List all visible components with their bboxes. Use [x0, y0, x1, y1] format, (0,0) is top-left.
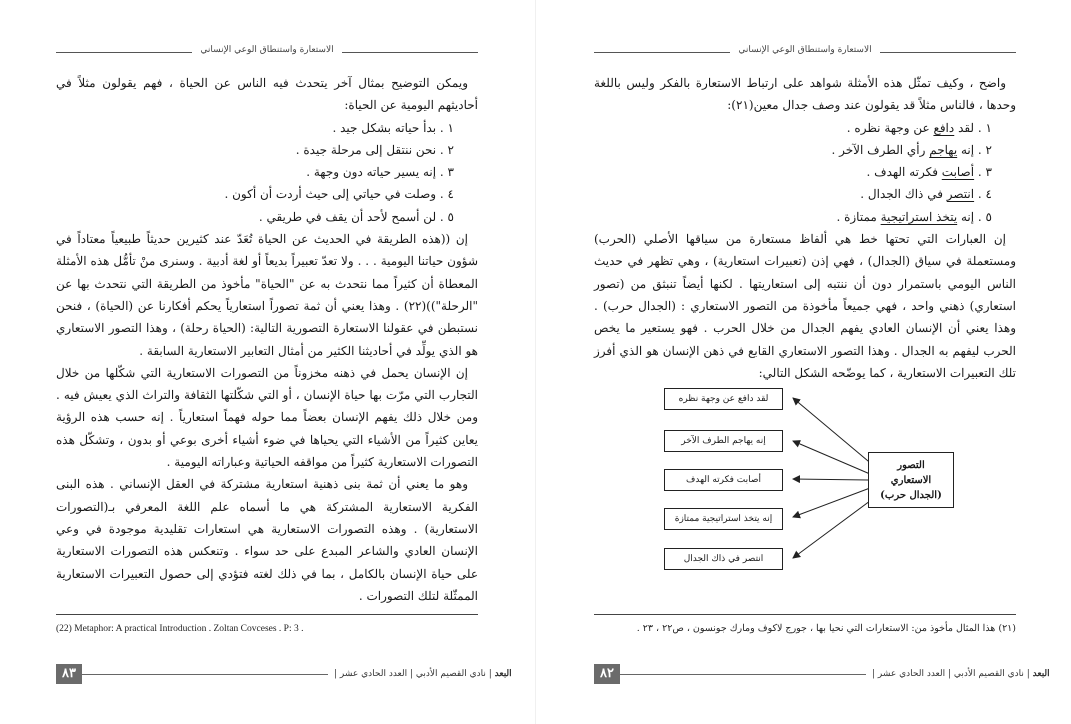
- arrow: [793, 398, 874, 466]
- diagram-center-concept: [868, 452, 954, 508]
- body-paragraph: إن الإنسان يحمل في ذهنه مخزوناً من التصورات الاستعارية التي شكّلها من خلال التجارب التي مرّت بها حياة الإنسان ، أو التي شكّلتها الثقافة والتراث الذي يعيش فيه . ومن خلال ذلك يفهم الإنسان بعضاً مما حوله فهماً استعارياً . إنه حسب هذه الرؤية يعاين كثيراً من الأشياء التي يحياها في ضوء أشياء أخرى بوعي أو بدون ، وتشكّل هذه التصورات الاستعارية كثيراً من مواقفه الحياتية وعباراته اليومية .: [56, 365, 478, 470]
- body-paragraph: وهو ما يعني أن ثمة بنى ذهنية استعارية مشتركة في العقل الإنساني . هذه البنى الفكرية الاستعارية المشتركة هي ما أسماه علم اللغة المعرفي بـ(التصورات الاستعارية) . وهذه التصورات الاستعارية هي استعارات تقليدية موجودة في وعي الإنسان العادي والشاعر المبدع على حد سواء . وتنعكس هذه التصورات الاستعارية على حياة الإنسان بالكامل ، بما في ذلك لغته فتؤدي إلى حصول التعبيرات الاستعارية الممثّلة لتلك التصورات .: [56, 477, 478, 603]
- running-head-left: [56, 38, 478, 53]
- issue-text: | نادي القصيم الأدبي | العدد الحادي عشر |: [334, 669, 495, 679]
- body-paragraph: إن العبارات التي تحتها خط هي ألفاظ مستعارة من سياقها الأصلي (الحرب) ومستعملة في سياق (الجدال) ، فهي إذن (تعبيرات استعارية) ، وهي تظهر في حديث الناس اليومي باستمرار دون أن ننتبه إلى استعاريتها . لكنها أيضاً تنبثق من (تصور استعاري) ذهني واحد ، فهي جميعاً مأخوذة من التصور الاستعاري : (الجدال حرب) . وهذا يعني أن الإنسان العادي يفهم الجدال من خلال الحرب . فهو يستعير ما يخص الحرب ليفهم به الجدال . وهذا التصور الاستعاري القابع في ذهن الإنسان هو الذي أفرز تلك التعبيرات الاستعارية ، كما يوضّحه الشكل التالي:: [594, 232, 1016, 380]
- issue-text: | نادي القصيم الأدبي | العدد الحادي عشر |: [872, 669, 1033, 679]
- list-item: ٥ . إنه يتخذ استراتيجية ممتازة .: [836, 209, 992, 224]
- running-head-text: الاستعارة واستنطاق الوعي الإنساني: [730, 45, 879, 55]
- arrow: [793, 441, 870, 474]
- list-item: ٢ . إنه يهاجم رأي الطرف الآخر .: [831, 142, 992, 157]
- list-item: ١ . لقد دافع عن وجهة نظره .: [846, 120, 992, 135]
- concept-line: التصور: [897, 459, 925, 471]
- life-examples-list: [56, 117, 478, 228]
- left-body: [56, 72, 478, 607]
- issue-label: [328, 664, 518, 684]
- list-item: ٤ . وصلت في حياتي إلى حيث أردت أن أكون .: [224, 187, 454, 202]
- page-number: ٨٢: [594, 664, 620, 684]
- diagram-box: انتصر في ذاك الجدال: [664, 548, 783, 570]
- underlined-phrase: انتصر: [946, 187, 975, 202]
- list-item: ٤ . انتصر في ذاك الجدال .: [860, 187, 992, 202]
- page-number: ٨٣: [56, 664, 82, 684]
- concept-line: الاستعاري: [890, 474, 932, 486]
- underlined-phrase: يهاجم: [929, 142, 958, 157]
- diagram-box: أصابت فكرته الهدف: [664, 469, 783, 491]
- list-item: ٥ . لن أسمح لأحد أن يقف في طريقي .: [258, 209, 454, 224]
- arrow: [793, 498, 874, 558]
- list-item: ٣ . أصابت فكرته الهدف .: [866, 165, 992, 180]
- metaphor-diagram: [660, 382, 960, 578]
- magazine-name: البعد: [494, 669, 512, 679]
- running-head-right: [594, 38, 1016, 53]
- right-body: [594, 72, 1016, 384]
- underlined-phrase: أصابت: [941, 165, 975, 180]
- list-item: ٣ . إنه يسير حياته دون وجهة .: [306, 165, 454, 180]
- underlined-phrase: يتخذ استراتيجية: [880, 209, 958, 224]
- footnote-21: (٢١) هذا المثال مأخوذ من: الاستعارات التي نحيا بها ، جورج لاكوف ومارك جونسون ، ص٢٢ ، ٢٣ .: [636, 623, 1016, 634]
- list-item: ٢ . نحن ننتقل إلى مرحلة جيدة .: [295, 142, 454, 157]
- issue-label: [866, 664, 1056, 684]
- footnote-22: (22) Metaphor: A practical Introduction . Zoltan Covceses . P: 3 .: [56, 624, 304, 634]
- diagram-box: لقد دافع عن وجهة نظره: [664, 388, 783, 410]
- footnote-divider: [56, 614, 478, 615]
- arrow: [793, 479, 868, 480]
- left-page: [0, 0, 535, 724]
- body-paragraph: إن ((هذه الطريقة في الحديث عن الحياة تُعَدّ عند كثيرين حديثاً طبيعياً معتاداً في شؤون حياتنا اليومية . . . ولا تعدّ تعبيراً بديعاً أو لغة أدبية . وسنرى منْ تأمُّل هذه الأمثلة المعطاة أن كثيراً مما نتحدث به عن "الحياة" مأخوذ من الطريقة التي نتحدث بها عن "الرحلة"))(٢٢) . وهذا يعني أن ثمة تصوراً استعارياً يحكم أفكارنا عن (الحياة) ، فنحن نستبطن في عقولنا الاستعارة التصورية التالية: (الحياة رحلة) ، وهذا التصور الاستعاري هو الذي يولِّد في أحاديثنا الكثير من أمثال التعابير الاستعارية السابقة .: [56, 232, 478, 358]
- arrow: [793, 488, 870, 517]
- concept-line: (الجدال حرب): [880, 489, 942, 501]
- magazine-name: البعد: [1032, 669, 1050, 679]
- argument-examples-list: [594, 117, 1016, 228]
- underlined-phrase: دافع: [933, 120, 955, 135]
- diagram-box: إنه يتخذ استراتيجية ممتازة: [664, 508, 783, 530]
- footnote-divider: [594, 614, 1016, 615]
- intro-paragraph: ويمكن التوضيح بمثال آخر يتحدث فيه الناس عن الحياة ، فهم يقولون مثلاً في أحاديثهم اليومية عن الحياة:: [56, 76, 478, 113]
- running-head-text: الاستعارة واستنطاق الوعي الإنساني: [192, 45, 341, 55]
- intro-paragraph: واضح ، وكيف تمثّل هذه الأمثلة شواهد على ارتباط الاستعارة بالفكر وليس باللغة وحدها ، فالناس مثلاً قد يقولون عند وصف جدال معين(٢١):: [594, 76, 1016, 113]
- list-item: ١ . بدأ حياته بشكل جيد .: [332, 120, 454, 135]
- diagram-box: إنه يهاجم الطرف الآخر: [664, 430, 783, 452]
